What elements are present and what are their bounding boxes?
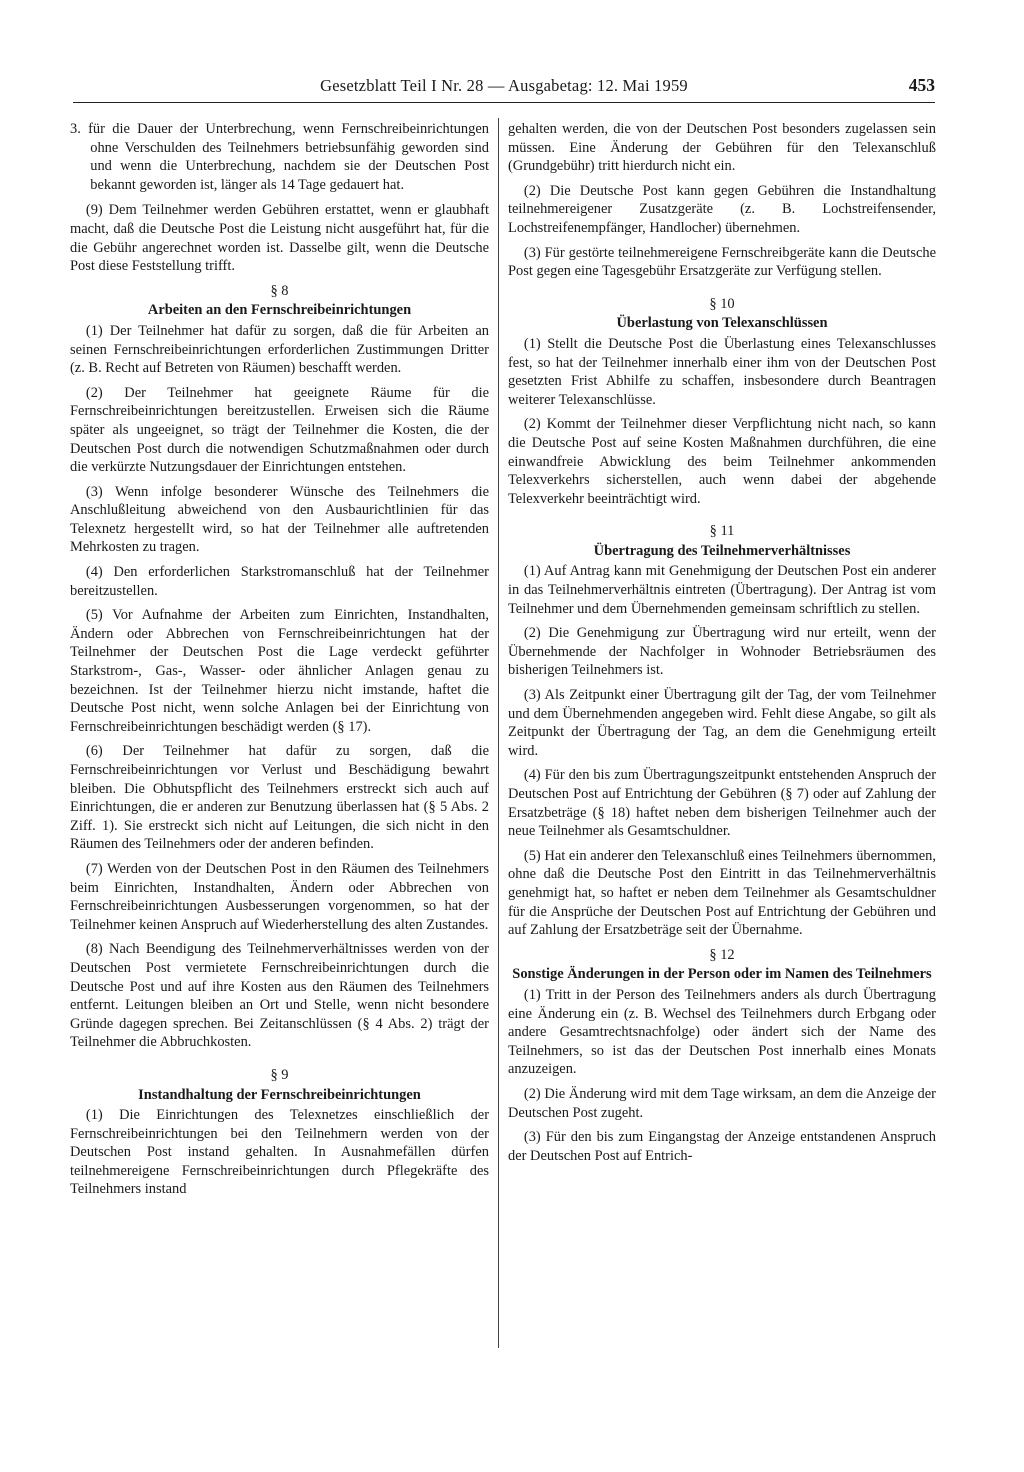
section-12-paragraph-2: (2) Die Änderung wird mit dem Tage wirksam, an dem die Anzeige der Deutschen Post zugeht. (508, 1085, 936, 1121)
section-8-paragraph-5: (5) Vor Aufnahme der Arbeiten zum Einrichten, Instandhalten, Ändern oder Abbrechen von Fernschreibeinrichtungen hat der Teilnehmer der Deutschen Post die Lage verdeckt geführter Starkstrom-, Gas-, Wasser- oder ähnlicher Anlagen genau zu bezeichnen. Ist der Teilnehmer hierzu nicht imstande, haftet die Deutsche Post nicht, wenn solche Anlagen bei der Einrichtung von Fernschreibeinrichtungen beschädigt werden (§ 17). (70, 607, 489, 735)
section-8-paragraph-8: (8) Nach Beendigung des Teilnehmerverhältnisses werden von der Deutschen Post vermietete Fernschreibeinrichtungen durch die Deutsche Post und auf ihre Kosten aus den Räumen des Teilnehmers entfernt. Leitungen bleiben an Ort und Stelle, wenn nicht besondere Gründe dagegen sprechen. Bei Zeitanschlüssen (§ 4 Abs. 2) trägt der Teilnehmer die Abbruchkosten. (70, 941, 489, 1051)
section-10-number: § 10 (709, 295, 735, 312)
section-8-title: Arbeiten an den Fernschreibeinrichtungen (147, 302, 412, 319)
section-11-paragraph-2: (2) Die Genehmigung zur Übertragung wird nur erteilt, wenn der Übernehmende der Nachfolger in Wohnoder Betriebsräumen des bisherigen Teilnehmers ist. (508, 625, 936, 679)
section-10-paragraph-1: (1) Stellt die Deutsche Post die Überlastung eines Telexanschlusses fest, so hat der Teilnehmer innerhalb einer ihm von der Deutschen Post gesetzten Frist Abhilfe zu schaffen, insbesondere durch Beantragen weiterer Telexanschlüsse. (508, 335, 936, 408)
list-item-3: 3. für die Dauer der Unterbrechung, wenn Fernschreibeinrichtungen ohne Verschulden des Teilnehmers betriebsunfähig geworden sind und wenn die Unterbrechung, nachdem sie der Deutschen Post bekannt geworden ist, länger als 14 Tage gedauert hat. (70, 121, 489, 193)
column-divider (498, 118, 499, 1348)
section-9-paragraph-2: (2) Die Deutsche Post kann gegen Gebühren die Instandhaltung teilnehmereigener Zusatzgeräte (z. B. Lochstreifensender, Lochstreifenempfänger, Handlocher) übernehmen. (508, 182, 936, 236)
section-8-paragraph-3: (3) Wenn infolge besonderer Wünsche des Teilnehmers die Anschlußleitung abweichend von den Ausbaurichtlinien für das Telexnetz hergestellt wird, so hat der Teilnehmer alle auftretenden Mehrkosten zu tragen. (70, 483, 489, 556)
paragraph-9: (9) Dem Teilnehmer werden Gebühren erstattet, wenn er glaubhaft macht, daß die Deutsche Post die Leistung nicht ausgeführt hat, für die die Gebühr angerechnet worden ist. Dasselbe gilt, wenn die Deutsche Post diese Feststellung trifft. (70, 202, 489, 275)
section-11-paragraph-1: (1) Auf Antrag kann mit Genehmigung der Deutschen Post ein anderer in das Teilnehmerverhältnis eintreten (Übertragung). Der Antrag ist vom Teilnehmer und dem Übernehmenden gemeinsam schriftlich zu stellen. (508, 563, 936, 617)
section-11-paragraph-5: (5) Hat ein anderer den Telexanschluß eines Teilnehmers übernommen, ohne daß die Deutsche Post den Eintritt in das Teilnehmerverhältnis genehmigt hat, so haftet er neben dem Teilnehmer als Gesamtschuldner für die Ansprüche der Deutschen Post auf Entrichtung der Gebühren und auf Zahlung der Ersatzbeträge seit der Übernahme. (508, 847, 936, 939)
section-11-number: § 11 (709, 523, 735, 540)
section-9-continuation: gehalten werden, die von der Deutschen Post besonders zugelassen sein müssen. Eine Änderung der Gebühren für den Telexanschluß (Grundgebühr) tritt hierdurch nicht ein. (508, 121, 936, 175)
section-9-paragraph-3: (3) Für gestörte teilnehmereigene Fernschreibgeräte kann die Deutsche Post gegen eine Tagesgebühr Ersatzgeräte zur Verfügung stellen. (508, 244, 936, 280)
section-10-title: Überlastung von Telexanschlüssen (616, 315, 828, 332)
section-12-paragraph-1: (1) Tritt in der Person des Teilnehmers anders als durch Übertragung eine Änderung ein (z. B. Wechsel des Teilnehmers durch Erbgang oder andere Gesamtrechtsnachfolge) oder ändert sich der Name des Teilnehmers, so ist das der Deutschen Post innerhalb eines Monats anzuzeigen. (508, 986, 936, 1078)
section-9-paragraph-1: (1) Die Einrichtungen des Telexnetzes einschließlich der Fernschreibeinrichtungen bei den Teilnehmern werden von der Deutschen Post instand gehalten. In Ausnahmefällen dürfen teilnehmereigene Fernschreibeinrichtungen durch Pflegekräfte des Teilnehmers instand (70, 1107, 489, 1198)
section-8-paragraph-7: (7) Werden von der Deutschen Post in den Räumen des Teilnehmers beim Einrichten, Instandhalten, Ändern oder Abbrechen von Fernschreibeinrichtungen Ausbesserungen vorgenommen, so hat der Teilnehmer keinen Anspruch auf Wiederherstellung des alten Zustandes. (70, 860, 489, 933)
section-8-number: § 8 (270, 282, 289, 299)
section-12-paragraph-3: (3) Für den bis zum Eingangstag der Anzeige entstandenen Anspruch der Deutschen Post auf Entrich- (508, 1129, 936, 1164)
section-9-number: § 9 (270, 1066, 289, 1083)
section-8-paragraph-2: (2) Der Teilnehmer hat geeignete Räume für die Fernschreibeinrichtungen bereitzustellen. Erweisen sich die Räume später als ungeeignet, so trägt der Teilnehmer die Kosten, die der Deutschen Post durch die notwendigen Schutzmaßnahmen oder durch die verkürzte Nutzungsdauer der Einrichtungen entstehen. (70, 384, 489, 476)
running-title: Gesetzblatt Teil I Nr. 28 — Ausgabetag: 12. Mai 1959 (320, 76, 688, 95)
section-8-paragraph-4: (4) Den erforderlichen Starkstromanschluß hat der Teilnehmer bereitzustellen. (70, 564, 489, 599)
section-8-paragraph-1: (1) Der Teilnehmer hat dafür zu sorgen, daß die für Arbeiten an seinen Fernschreibeinrichtungen erforderlichen Zustimmungen Dritter (z. B. Recht auf Betreten von Räumen) beschafft werden. (70, 322, 489, 377)
page-header (73, 76, 935, 103)
section-11-title: Übertragung des Teilnehmerverhältnisses (593, 542, 851, 559)
section-9-title: Instandhaltung der Fernschreibeinrichtungen (138, 1086, 421, 1103)
section-12-number: § 12 (709, 946, 735, 963)
section-12-title: Sonstige Änderungen in der Person oder im Namen des Teilnehmers (512, 966, 932, 983)
section-11-paragraph-4: (4) Für den bis zum Übertragungszeitpunkt entstehenden Anspruch der Deutschen Post auf Entrichtung der Gebühren (§ 7) oder auf Zahlung der Ersatzbeträge (§ 18) haftet neben dem bisherigen Teilnehmer auch der neue Teilnehmer als Gesamtschuldner. (508, 767, 936, 840)
section-8-paragraph-6: (6) Der Teilnehmer hat dafür zu sorgen, daß die Fernschreibeinrichtungen vor Verlust und Beschädigung bewahrt bleiben. Die Obhutspflicht des Teilnehmers erstreckt sich auch auf Einrichtungen, die er anderen zur Benutzung überlassen hat (§ 5 Abs. 2 Ziff. 1). Sie erstreckt sich nicht auf Leitungen, die sich nicht in den Räumen des Teilnehmers oder der anderen befinden. (70, 743, 489, 853)
right-column (508, 120, 936, 1171)
left-column (70, 120, 489, 1205)
section-11-paragraph-3: (3) Als Zeitpunkt einer Übertragung gilt der Tag, der vom Teilnehmer und dem Übernehmenden angegeben wird. Fehlt diese Angabe, so gilt als Zeitpunkt der Übertragung der Tag, an dem die Genehmigung erteilt wird. (508, 687, 936, 759)
section-10-paragraph-2: (2) Kommt der Teilnehmer dieser Verpflichtung nicht nach, so kann die Deutsche Post auf seine Kosten Maßnahmen durchführen, die eine einwandfreie Abwicklung des beim Teilnehmer ankommenden Telexverkehrs sicherstellen, auch wenn dabei der abgehende Telexverkehr beeinträchtigt wird. (508, 416, 936, 507)
page-number: 453 (908, 75, 935, 95)
